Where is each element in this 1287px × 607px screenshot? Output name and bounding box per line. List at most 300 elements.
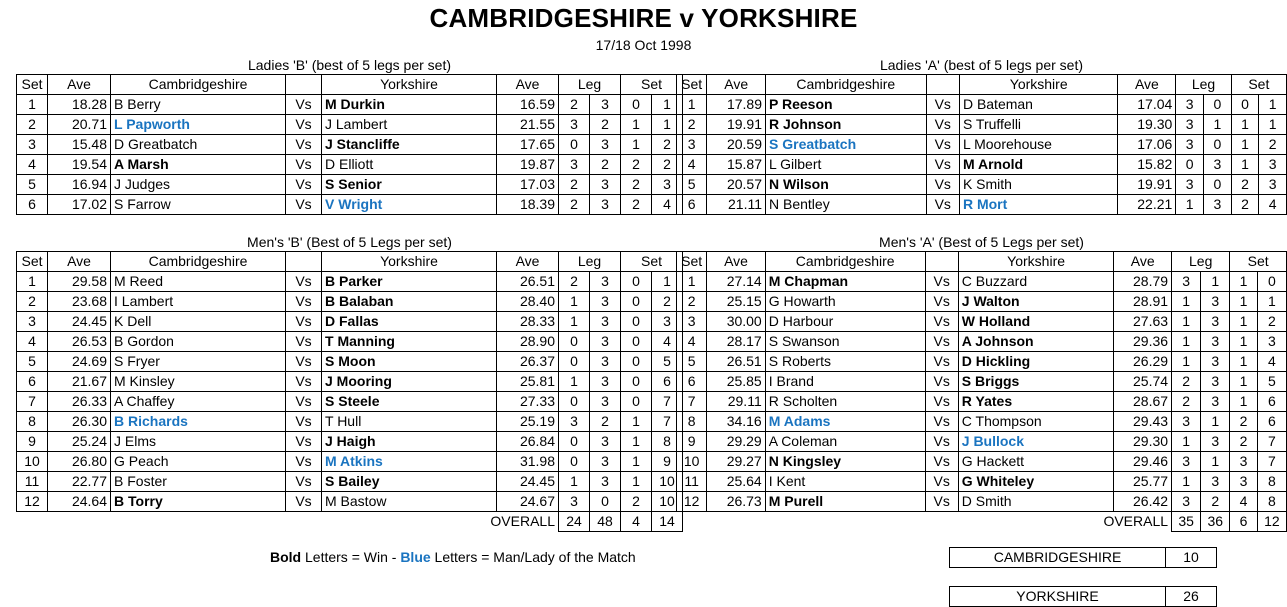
vs-label: Vs — [925, 492, 958, 512]
table-row — [677, 352, 1287, 372]
home-average: 19.54 — [48, 155, 111, 175]
away-average: 24.67 — [497, 492, 559, 512]
home-legs: 2 — [559, 175, 590, 195]
home-sets: 0 — [621, 272, 652, 292]
set-number: 11 — [677, 472, 707, 492]
away-player: T Manning — [322, 332, 497, 352]
away-average: 28.91 — [1114, 292, 1172, 312]
away-legs: 3 — [1203, 155, 1231, 175]
away-sets: 7 — [652, 392, 683, 412]
away-legs: 1 — [1203, 115, 1231, 135]
vs-label: Vs — [286, 392, 322, 412]
table-row — [677, 195, 1287, 215]
home-player: B Foster — [111, 472, 286, 492]
away-sets: 8 — [1257, 492, 1286, 512]
set-number: 7 — [677, 392, 707, 412]
home-average: 21.11 — [707, 195, 766, 215]
home-player: M Purell — [765, 492, 925, 512]
home-sets: 0 — [621, 392, 652, 412]
col-header-set: Set — [17, 75, 48, 95]
legend — [270, 549, 636, 565]
table-row — [677, 472, 1287, 492]
results-table — [16, 74, 683, 215]
table-row — [677, 135, 1287, 155]
table-row — [677, 272, 1287, 292]
away-sets: 7 — [652, 412, 683, 432]
set-number: 1 — [677, 95, 707, 115]
away-player: S Senior — [322, 175, 497, 195]
home-sets: 1 — [621, 412, 652, 432]
overall-home-sets: 6 — [1230, 512, 1257, 532]
table-row — [17, 155, 683, 175]
home-legs: 1 — [1172, 352, 1201, 372]
home-sets: 2 — [1231, 195, 1259, 215]
col-header-away-team: Yorkshire — [322, 252, 497, 272]
set-number: 11 — [17, 472, 48, 492]
away-average: 28.33 — [497, 312, 559, 332]
away-sets: 1 — [652, 95, 683, 115]
home-legs: 3 — [1172, 452, 1201, 472]
away-player: R Yates — [958, 392, 1114, 412]
vs-label: Vs — [286, 95, 322, 115]
col-header-home-team: Cambridgeshire — [766, 75, 927, 95]
col-header-home-team: Cambridgeshire — [111, 252, 286, 272]
home-player: M Chapman — [765, 272, 925, 292]
home-sets: 2 — [1230, 432, 1257, 452]
header-row — [677, 75, 1287, 95]
home-player: S Farrow — [111, 195, 286, 215]
home-player: B Berry — [111, 95, 286, 115]
set-number: 2 — [677, 292, 707, 312]
away-player: J Stancliffe — [322, 135, 497, 155]
away-average: 29.36 — [1114, 332, 1172, 352]
vs-label: Vs — [286, 332, 322, 352]
away-legs: 2 — [1201, 492, 1230, 512]
panel-mens-b — [16, 233, 683, 532]
set-number: 6 — [677, 195, 707, 215]
home-average: 34.16 — [707, 412, 765, 432]
page-title: CAMBRIDGESHIRE v YORKSHIRE — [429, 3, 858, 33]
home-player: D Greatbatch — [111, 135, 286, 155]
away-average: 26.29 — [1114, 352, 1172, 372]
home-legs: 1 — [1172, 332, 1201, 352]
table-row — [17, 352, 683, 372]
set-number: 2 — [677, 115, 707, 135]
away-sets: 1 — [1259, 95, 1287, 115]
away-player: M Atkins — [322, 452, 497, 472]
away-average: 25.19 — [497, 412, 559, 432]
away-legs: 3 — [590, 175, 621, 195]
away-legs: 3 — [1201, 372, 1230, 392]
table-row — [677, 432, 1287, 452]
col-header-leg: Leg — [559, 75, 621, 95]
home-legs: 0 — [559, 135, 590, 155]
away-player: J Bullock — [958, 432, 1114, 452]
legend-blue-text: Letters = Man/Lady of the Match — [430, 549, 636, 565]
away-player: L Moorehouse — [959, 135, 1118, 155]
home-sets: 0 — [621, 95, 652, 115]
table-row — [17, 472, 683, 492]
away-average: 27.33 — [497, 392, 559, 412]
set-number: 2 — [17, 292, 48, 312]
table-row — [677, 412, 1287, 432]
home-sets: 1 — [1231, 155, 1259, 175]
table-row — [677, 175, 1287, 195]
away-player: D Elliott — [322, 155, 497, 175]
home-legs: 0 — [559, 392, 590, 412]
panel-ladies-a — [676, 56, 1287, 215]
home-legs: 0 — [559, 452, 590, 472]
away-sets: 1 — [1259, 115, 1287, 135]
home-average: 17.89 — [707, 95, 766, 115]
vs-label: Vs — [926, 155, 959, 175]
col-header-home-team: Cambridgeshire — [765, 252, 925, 272]
home-sets: 0 — [621, 312, 652, 332]
col-header-ave: Ave — [48, 252, 111, 272]
home-player: P Reeson — [766, 95, 927, 115]
home-sets: 2 — [621, 492, 652, 512]
home-player: M Adams — [765, 412, 925, 432]
away-average: 31.98 — [497, 452, 559, 472]
away-player: M Durkin — [322, 95, 497, 115]
overall-label: OVERALL — [1103, 513, 1169, 530]
set-number: 3 — [677, 312, 707, 332]
away-average: 15.82 — [1118, 155, 1176, 175]
home-average: 29.29 — [707, 432, 765, 452]
away-average: 19.30 — [1118, 115, 1176, 135]
panel-caption: Ladies 'B' (best of 5 legs per set) — [247, 57, 451, 73]
away-sets: 3 — [652, 312, 683, 332]
overall-home-sets: 4 — [621, 512, 652, 532]
home-sets: 3 — [1230, 452, 1257, 472]
col-header-ave: Ave — [1114, 252, 1172, 272]
table-row — [17, 312, 683, 332]
away-legs: 3 — [1203, 195, 1231, 215]
away-player: G Hackett — [958, 452, 1114, 472]
away-average: 16.59 — [497, 95, 559, 115]
vs-label: Vs — [286, 372, 322, 392]
home-sets: 1 — [621, 452, 652, 472]
home-sets: 1 — [1231, 115, 1259, 135]
away-legs: 0 — [590, 492, 621, 512]
home-sets: 0 — [1231, 95, 1259, 115]
away-legs: 3 — [590, 352, 621, 372]
home-player: B Richards — [111, 412, 286, 432]
home-average: 26.73 — [707, 492, 765, 512]
vs-label: Vs — [925, 392, 958, 412]
home-sets: 2 — [621, 195, 652, 215]
vs-label: Vs — [286, 135, 322, 155]
home-player: I Kent — [765, 472, 925, 492]
vs-label: Vs — [925, 272, 958, 292]
home-player: M Kinsley — [111, 372, 286, 392]
home-sets: 1 — [1230, 272, 1257, 292]
home-average: 26.80 — [48, 452, 111, 472]
set-number: 8 — [677, 412, 707, 432]
home-player: R Scholten — [765, 392, 925, 412]
col-header-ave: Ave — [1118, 75, 1176, 95]
vs-label: Vs — [926, 195, 959, 215]
col-header-leg: Leg — [559, 252, 621, 272]
away-sets: 6 — [1257, 412, 1286, 432]
home-player: B Torry — [111, 492, 286, 512]
col-header-ave: Ave — [497, 252, 559, 272]
table-row — [17, 95, 683, 115]
home-average: 20.71 — [48, 115, 111, 135]
away-average: 29.46 — [1114, 452, 1172, 472]
away-sets: 4 — [1259, 195, 1287, 215]
away-legs: 3 — [1201, 292, 1230, 312]
results-table — [676, 74, 1287, 215]
home-legs: 1 — [1176, 195, 1204, 215]
away-player: C Thompson — [958, 412, 1114, 432]
set-number: 6 — [677, 372, 707, 392]
results-table — [16, 251, 683, 532]
away-sets: 4 — [652, 195, 683, 215]
home-legs: 2 — [559, 195, 590, 215]
away-sets: 2 — [652, 155, 683, 175]
home-player: A Marsh — [111, 155, 286, 175]
home-sets: 1 — [1230, 312, 1257, 332]
col-header-ave: Ave — [707, 75, 766, 95]
away-player: C Buzzard — [958, 272, 1114, 292]
col-header-ave: Ave — [48, 75, 111, 95]
away-player: W Holland — [958, 312, 1114, 332]
set-number: 1 — [677, 272, 707, 292]
home-player: S Greatbatch — [766, 135, 927, 155]
home-legs: 0 — [559, 352, 590, 372]
away-average: 19.91 — [1118, 175, 1176, 195]
home-legs: 3 — [559, 492, 590, 512]
set-number: 2 — [17, 115, 48, 135]
away-legs: 2 — [590, 115, 621, 135]
set-number: 3 — [17, 312, 48, 332]
away-player: R Mort — [959, 195, 1118, 215]
home-average: 30.00 — [707, 312, 765, 332]
away-sets: 2 — [652, 135, 683, 155]
home-player: R Johnson — [766, 115, 927, 135]
home-player: S Roberts — [765, 352, 925, 372]
home-legs: 1 — [1172, 312, 1201, 332]
away-legs: 0 — [1203, 175, 1231, 195]
home-average: 28.17 — [707, 332, 765, 352]
vs-label: Vs — [286, 155, 322, 175]
table-row — [17, 272, 683, 292]
away-player: B Balaban — [322, 292, 497, 312]
away-average: 29.30 — [1114, 432, 1172, 452]
home-player: L Gilbert — [766, 155, 927, 175]
set-number: 5 — [17, 175, 48, 195]
away-legs: 3 — [1201, 332, 1230, 352]
vs-label: Vs — [286, 175, 322, 195]
home-sets: 1 — [1230, 372, 1257, 392]
away-average: 29.43 — [1114, 412, 1172, 432]
home-player: J Elms — [111, 432, 286, 452]
away-average: 22.21 — [1118, 195, 1176, 215]
home-average: 24.69 — [48, 352, 111, 372]
away-legs: 3 — [590, 312, 621, 332]
away-legs: 3 — [590, 272, 621, 292]
away-average: 25.77 — [1114, 472, 1172, 492]
away-average: 26.84 — [497, 432, 559, 452]
home-sets: 0 — [621, 292, 652, 312]
away-player: J Mooring — [322, 372, 497, 392]
table-row — [677, 392, 1287, 412]
away-player: D Fallas — [322, 312, 497, 332]
home-average: 24.64 — [48, 492, 111, 512]
away-sets: 7 — [1257, 432, 1286, 452]
away-sets: 3 — [1259, 155, 1287, 175]
vs-label: Vs — [926, 95, 959, 115]
away-sets: 9 — [652, 452, 683, 472]
total-team-name: YORKSHIRE — [950, 587, 1166, 607]
set-number: 9 — [17, 432, 48, 452]
home-legs: 3 — [1176, 135, 1204, 155]
vs-label: Vs — [286, 432, 322, 452]
home-player: A Coleman — [765, 432, 925, 452]
home-sets: 2 — [621, 175, 652, 195]
away-player: G Whiteley — [958, 472, 1114, 492]
home-sets: 0 — [621, 332, 652, 352]
col-header-home-team: Cambridgeshire — [111, 75, 286, 95]
home-sets: 1 — [1230, 392, 1257, 412]
home-average: 20.57 — [707, 175, 766, 195]
col-header-leg: Leg — [1172, 252, 1230, 272]
vs-label: Vs — [925, 372, 958, 392]
home-legs: 1 — [559, 312, 590, 332]
away-legs: 3 — [1201, 432, 1230, 452]
home-legs: 1 — [559, 292, 590, 312]
home-legs: 3 — [1172, 272, 1201, 292]
home-average: 26.53 — [48, 332, 111, 352]
vs-label: Vs — [286, 452, 322, 472]
home-player: M Reed — [111, 272, 286, 292]
total-yorkshire — [949, 586, 1217, 607]
home-average: 26.51 — [707, 352, 765, 372]
away-legs: 3 — [1201, 392, 1230, 412]
away-average: 28.79 — [1114, 272, 1172, 292]
home-average: 26.30 — [48, 412, 111, 432]
total-score: 26 — [1166, 587, 1217, 607]
away-average: 21.55 — [497, 115, 559, 135]
home-legs: 2 — [1172, 372, 1201, 392]
home-player: N Kingsley — [765, 452, 925, 472]
away-legs: 3 — [590, 432, 621, 452]
vs-label: Vs — [286, 312, 322, 332]
home-legs: 3 — [1176, 115, 1204, 135]
table-row — [677, 95, 1287, 115]
set-number: 10 — [677, 452, 707, 472]
away-sets: 7 — [1257, 452, 1286, 472]
vs-label: Vs — [925, 312, 958, 332]
home-average: 26.33 — [48, 392, 111, 412]
away-player: S Truffelli — [959, 115, 1118, 135]
set-number: 12 — [17, 492, 48, 512]
home-sets: 0 — [621, 372, 652, 392]
home-average: 25.24 — [48, 432, 111, 452]
away-average: 26.42 — [1114, 492, 1172, 512]
home-legs: 2 — [559, 95, 590, 115]
home-player: N Wilson — [766, 175, 927, 195]
away-sets: 5 — [1257, 372, 1286, 392]
col-header-ave: Ave — [707, 252, 765, 272]
table-row — [17, 115, 683, 135]
home-player: B Gordon — [111, 332, 286, 352]
vs-label: Vs — [286, 352, 322, 372]
home-legs: 2 — [1172, 392, 1201, 412]
table-row — [677, 372, 1287, 392]
away-player: D Hickling — [958, 352, 1114, 372]
away-average: 17.65 — [497, 135, 559, 155]
away-average: 25.81 — [497, 372, 559, 392]
away-legs: 1 — [1201, 272, 1230, 292]
table-row — [17, 412, 683, 432]
away-sets: 5 — [652, 352, 683, 372]
col-header-set: Set — [621, 252, 683, 272]
away-sets: 8 — [1257, 472, 1286, 492]
away-average: 26.37 — [497, 352, 559, 372]
table-row — [677, 452, 1287, 472]
panel-caption: Men's 'B' (Best of 5 Legs per set) — [247, 234, 452, 250]
set-number: 5 — [17, 352, 48, 372]
table-row — [17, 292, 683, 312]
home-player: G Howarth — [765, 292, 925, 312]
home-sets: 1 — [1230, 352, 1257, 372]
overall-away-legs: 36 — [1201, 512, 1230, 532]
away-sets: 3 — [652, 175, 683, 195]
home-average: 24.45 — [48, 312, 111, 332]
home-player: K Dell — [111, 312, 286, 332]
vs-label: Vs — [286, 195, 322, 215]
home-legs: 3 — [1176, 95, 1204, 115]
vs-label: Vs — [286, 412, 322, 432]
set-number: 3 — [677, 135, 707, 155]
vs-label: Vs — [925, 472, 958, 492]
home-legs: 3 — [559, 115, 590, 135]
vs-label: Vs — [925, 292, 958, 312]
away-average: 17.03 — [497, 175, 559, 195]
set-number: 7 — [17, 392, 48, 412]
overall-row — [17, 512, 683, 532]
home-sets: 0 — [621, 352, 652, 372]
table-row — [677, 312, 1287, 332]
away-player: D Smith — [958, 492, 1114, 512]
home-legs: 2 — [559, 272, 590, 292]
away-sets: 1 — [652, 115, 683, 135]
home-average: 25.15 — [707, 292, 765, 312]
overall-away-sets: 12 — [1257, 512, 1286, 532]
home-average: 29.27 — [707, 452, 765, 472]
away-legs: 3 — [590, 292, 621, 312]
away-legs: 3 — [590, 452, 621, 472]
home-legs: 1 — [559, 372, 590, 392]
set-number: 3 — [17, 135, 48, 155]
set-number: 4 — [17, 155, 48, 175]
table-row — [17, 332, 683, 352]
results-table — [676, 251, 1287, 532]
home-player: N Bentley — [766, 195, 927, 215]
home-average: 15.87 — [707, 155, 766, 175]
away-legs: 0 — [1203, 95, 1231, 115]
table-row — [677, 492, 1287, 512]
table-row — [17, 392, 683, 412]
home-player: J Judges — [111, 175, 286, 195]
col-header-away-team: Yorkshire — [322, 75, 497, 95]
legend-bold-text: Letters = Win - — [301, 549, 401, 565]
total-cambridgeshire — [949, 547, 1217, 568]
away-player: J Haigh — [322, 432, 497, 452]
away-legs: 3 — [590, 95, 621, 115]
